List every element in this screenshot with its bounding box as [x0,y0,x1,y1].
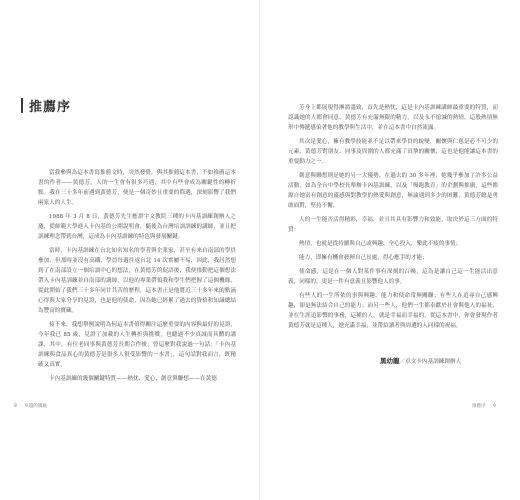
paragraph: 卡內基訓練的幾個關鍵特質——熱忱、愛心、創意與聯想——在黃德 [49,376,217,382]
paragraph: 使命感，這是在一個人對某件事有深刻的召喚，這為是讓自己這一生能活出意義，同樣的，更是一件有意義且影響他人的事。 [288,269,498,285]
gutter-divider [259,0,260,500]
heading-text: 推薦序 [29,100,72,115]
paragraph: 當我參與為這本書寫推薦文時，突然發覺，與其推薦這本書，不如推薦這本書的作者——黃德芳。人的一生會有很多巧遇，其中有些會成為關鍵性的轉折點。我在三十多年前遇到黃德芳，便是一個奇妙且重要的際遇，深刻影響了我們兩家人的人生。 [38,170,236,206]
paragraph: 芳身上都展現得淋漓盡致，首先是熱忱，這是卡內基訓練講師最重要的特質，而認識她的人都會同意，黃德芳有充滿無限的精力，以及永不熄滅的熱情，這股熱情無形中傳遞感染著他的教學與生活中，並在這本書中自然流露。 [288,105,498,131]
right-footer [472,403,502,409]
signature-title: ／卓文卡內基訓練創辦人 [399,359,462,365]
right-page [262,0,520,500]
page-number: 8 [14,404,17,409]
heading-bar [21,98,23,113]
left-body-text [38,168,236,388]
section-heading [21,96,71,115]
paragraph: 人的一生能否活得精彩，幸福，並且其具有影響力和效能，取決於這三方面的特質： [288,217,498,233]
running-title: 卓越的溝通 [24,404,47,409]
paragraph: 其次是愛心，擁有教學技能並不足以帶來學員的蛻變，關懷與仁慈是必不可少的元素，黃德芳對朋友、同事及周圍的人都充滿了真摯的關懷，這也是他能讓這本書的重要動力之一。 [288,139,498,165]
signature [380,356,461,365]
right-body-text [288,103,498,335]
paragraph: 1988 年 3 月 8 日，黃德芳先生應群宇文教院三種的卡內基訓練創辦人之邀，從師範大學進入卡內基的公開說明會，隨後為台灣培訓訓練的講師，並且把訓練理念帶到台灣，這成為卡內基訓練的特色與發展關鍵。 [38,214,236,240]
paragraph: 熱情，也就是從持續與自己或興趣、全心投入，樂此不疲的事情； [299,241,462,247]
paragraph: 有些人的一生所依的事與興趣、能力和使命常無關聯；有些人在追尋自己感興趣，卻是無法結合自己的能力；而另一些人，他們一生都奉獻於社會與他人的福祉，並在生涯追影響的事務，這種的人，就是幸福而幸福的，從這本書中，你會發現作者黃德芳就是這種人，她充滿幸福，並帶給讀者與周遭的人同樣的祝福。 [288,293,498,329]
paragraph: 接下來，我想舉例說明為何這本書值得關注這麼重要的內容與最好的見證，今年我已 85 歲，見證了加載的人生轉折與挑戰，也聽過不少真誠而具體的講課，其中，有位老同事與黃德芳長期合作後，曾這麼對我說過一句話：「卡內基訓練與食品真心的黃德芳是很多人很受影響的一本書」，這句話對我而言，既精確又真實。 [38,322,236,368]
left-footer [14,403,53,409]
signature-name: 黑幼龍 [380,357,400,365]
page-number: 9 [492,404,496,409]
paragraph: 創意與聯想則是她的另一大優勢。在過去的 30 多年裡，她幾乎參加了許多公益活動，如為全台中學校長舉辦卡內基訓練，以及「慢跑教育」的企劃與推廣，這些都源自她富有創意的靈感與對教學的熱愛與創意，無論遇到多少的困難，黃德芳總是勇敢面對，堅持不懈。 [288,173,498,209]
running-title: 推薦序 [472,404,486,409]
paragraph: 當時，卡內基訓練在台北知名知名的學者與企業家，甚至有來自南部的學員參加，但那時並沒有高鐵，學員每週往返台北 14 次實屬不易，因此，我居然想到了在南部設立一個培訓中心的想法，在黃德芳的促語後，我便推動把這個想法帶入卡內基訓練並自南部的講師，以他的專業帶領我和學生們把握了這個機緣，從此開始了我們三十多年同甘共苦的歷程，這本書正是他將近三十多年來的點滴心得與大家分享的見證，也是他的使命，因為她已經累了過去的資格和知識總結為豐富的寶藏。 [38,248,236,314]
paragraph: 能力，即擁有機會發揮自己長處，得心應手的才能； [299,255,428,261]
left-page [0,0,258,500]
